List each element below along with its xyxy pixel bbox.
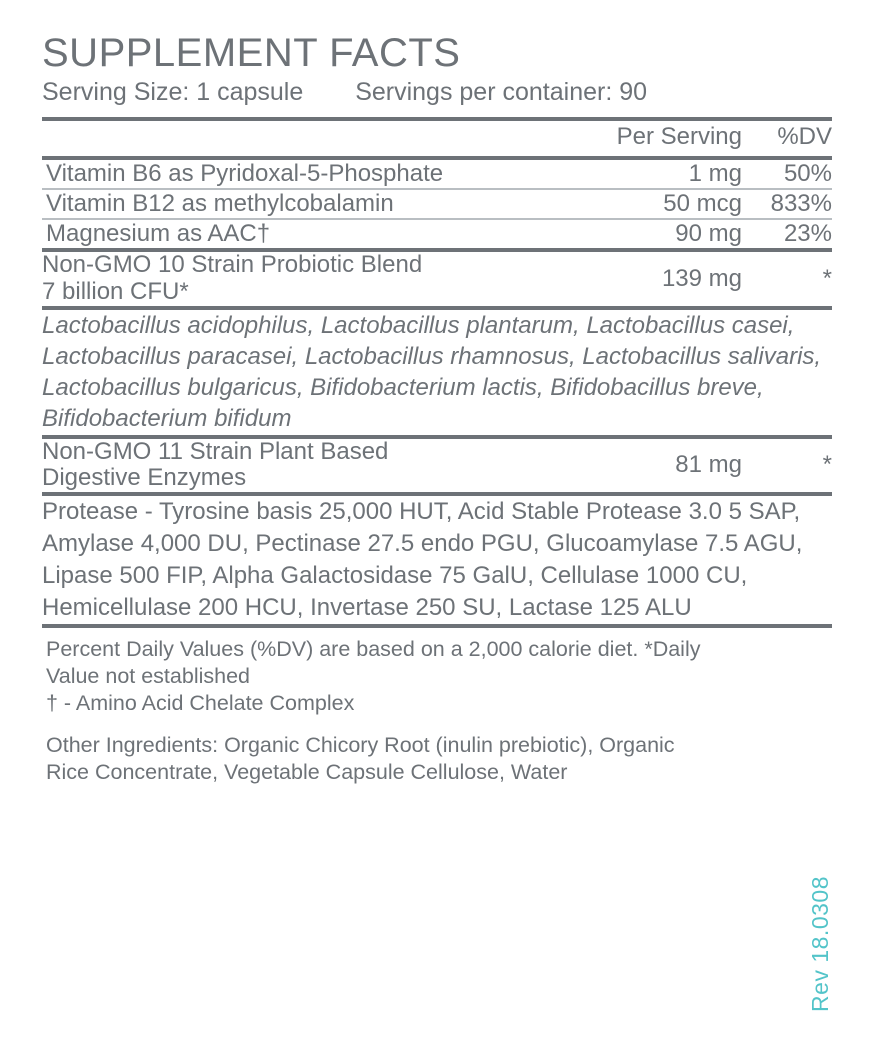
blend-name-line1: Non-GMO 10 Strain Probiotic Blend bbox=[42, 251, 423, 278]
nutrient-dv: 50% bbox=[742, 158, 832, 189]
footnotes bbox=[42, 628, 706, 786]
servings-per-container-label: Servings per container: bbox=[355, 78, 613, 106]
nutrient-name: Vitamin B12 as methylcobalamin bbox=[42, 189, 582, 219]
serving-size-label: Serving Size: bbox=[42, 78, 190, 106]
probiotic-strain-list: Lactobacillus acidophilus, Lactobacillus plantarum, Lactobacillus casei, Lactobacillus paracasei, Lactobacillus rhamnosus, Lactobacillus salivaris, Lactobacillus bulgaricus, Bifidobacterium lactis, Bifidobacillus breve, Bifidobacterium bifidum bbox=[42, 308, 832, 437]
table-row bbox=[42, 158, 832, 189]
blend-name-line1: Non-GMO 11 Strain Plant Based bbox=[42, 437, 389, 465]
nutrient-name: Magnesium as AAC† bbox=[42, 219, 582, 250]
dagger-note: † - Amino Acid Chelate Complex bbox=[46, 691, 355, 716]
blend-name bbox=[42, 437, 582, 495]
page-title: SUPPLEMENT FACTS bbox=[42, 31, 461, 75]
blend-row bbox=[42, 250, 832, 308]
other-ingredients: Other Ingredients: Organic Chicory Root (inulin prebiotic), Organic Rice Concentrate, Vegetable Capsule Cellulose, Water bbox=[46, 732, 675, 785]
serving-info bbox=[42, 78, 830, 107]
blend-name-line2: 7 billion CFU* bbox=[42, 277, 189, 305]
nutrient-amount: 90 mg bbox=[582, 219, 742, 250]
nutrient-amount: 1 mg bbox=[582, 158, 742, 189]
footnotes-row bbox=[42, 626, 832, 786]
blend-detail-row bbox=[42, 308, 832, 437]
blend-name-line2: Digestive Enzymes bbox=[42, 464, 247, 492]
header-per-serving: Per Serving bbox=[582, 119, 742, 158]
table-row bbox=[42, 219, 832, 250]
blend-dv: * bbox=[742, 437, 832, 495]
blend-dv: * bbox=[742, 250, 832, 308]
table-header-row bbox=[42, 119, 832, 158]
blend-name bbox=[42, 250, 582, 308]
nutrient-amount: 50 mcg bbox=[582, 189, 742, 219]
servings-per-container-value: 90 bbox=[619, 78, 648, 106]
enzyme-list: Protease - Tyrosine basis 25,000 HUT, Acid Stable Protease 3.0 5 SAP, Amylase 4,000 DU, Pectinase 27.5 endo PGU, Glucoamylase 7.5 AGU, Lipase 500 FIP, Alpha Galactosidase 75 GalU, Cellulase 1000 CU, Hemicellulase 200 HCU, Invertase 250 SU, Lactase 125 ALU bbox=[42, 494, 832, 626]
blend-amount: 139 mg bbox=[582, 250, 742, 308]
header-daily-value: %DV bbox=[742, 119, 832, 158]
footnotes-spacer bbox=[46, 718, 706, 732]
nutrient-dv: 23% bbox=[742, 219, 832, 250]
nutrition-table bbox=[42, 117, 832, 786]
daily-value-note: Percent Daily Values (%DV) are based on a 2,000 calorie diet. *Daily Value not established bbox=[46, 636, 701, 689]
revision-code: Rev 18.0308 bbox=[807, 876, 833, 1012]
blend-row bbox=[42, 437, 832, 495]
blend-amount: 81 mg bbox=[582, 437, 742, 495]
nutrient-dv: 833% bbox=[742, 189, 832, 219]
header-blank bbox=[42, 119, 582, 158]
blend-detail-row bbox=[42, 494, 832, 626]
table-row bbox=[42, 189, 832, 219]
serving-size-value: 1 capsule bbox=[196, 78, 304, 106]
nutrient-name: Vitamin B6 as Pyridoxal-5-Phosphate bbox=[42, 158, 582, 189]
